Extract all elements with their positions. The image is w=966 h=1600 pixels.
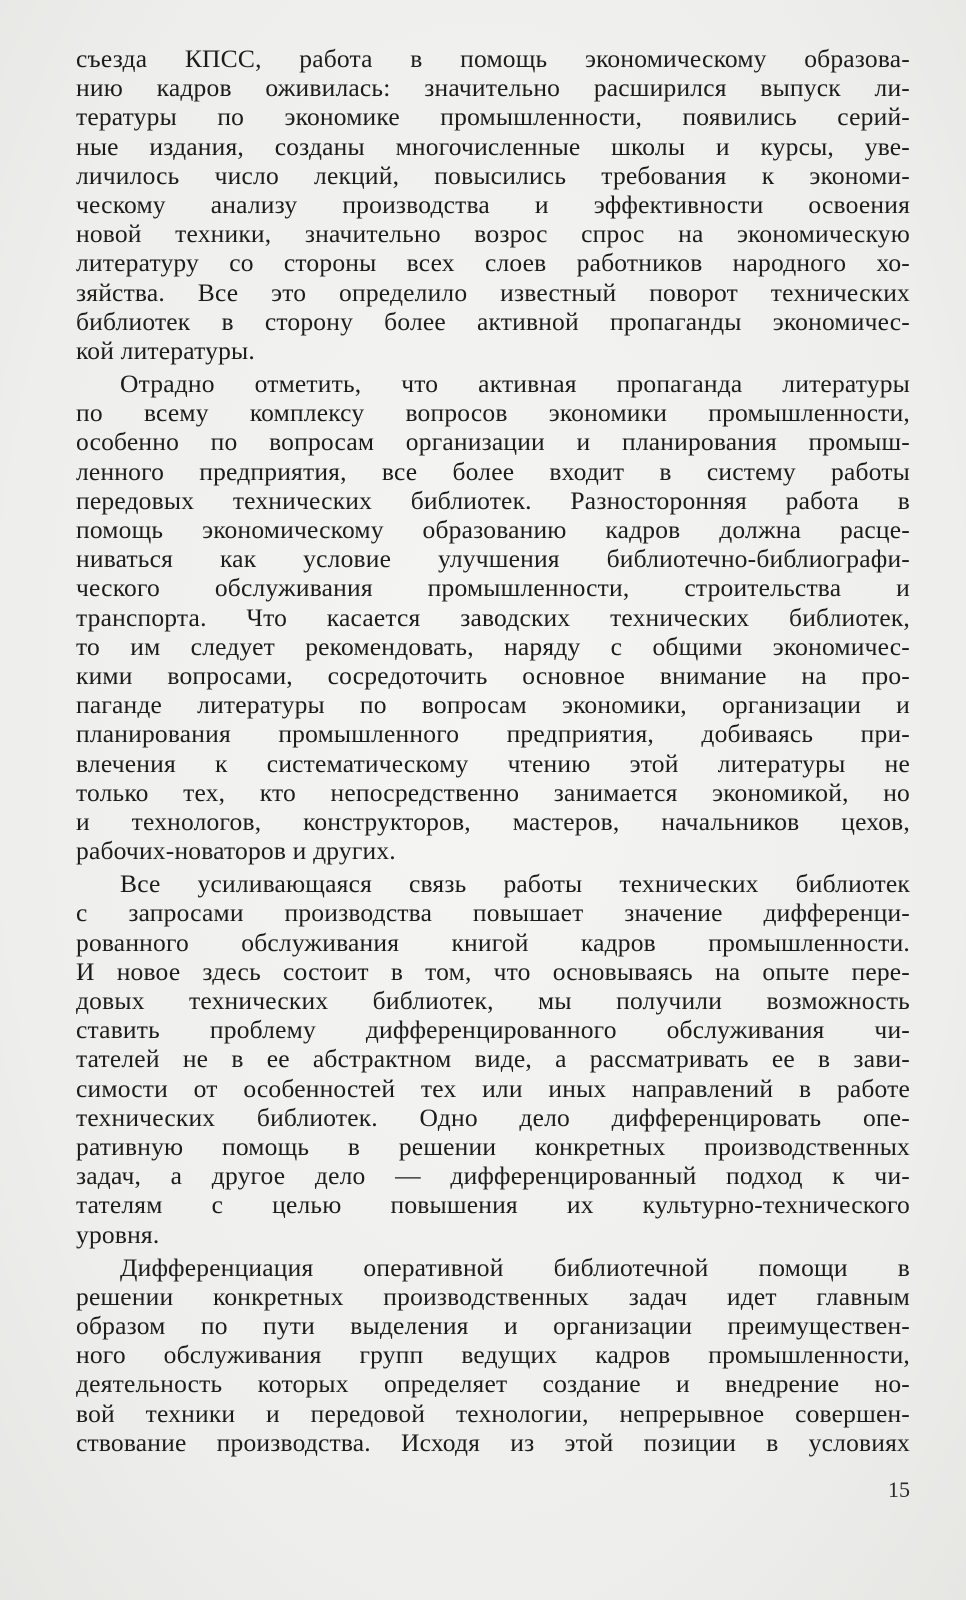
text-line: кой литературы. [76, 335, 255, 365]
text-line: тателям с целью повышения их культурно-технического [76, 1190, 910, 1220]
text-line: образом по пути выделения и организации преимуществен- [76, 1311, 910, 1341]
text-line: технических библиотек. Одно дело дифференцировать опе- [76, 1102, 910, 1132]
text-line: новой техники, значительно возрос спрос на экономическую [76, 219, 910, 249]
text-line: ставить проблему дифференцированного обслуживания чи- [76, 1015, 910, 1045]
text-line: с запросами производства повышает значение дифференци- [76, 898, 910, 928]
body-text [76, 44, 910, 1457]
text-line: передовых технических библиотек. Разносторонняя работа в [76, 485, 910, 515]
text-line: ческому анализу производства и эффективности освоения [76, 189, 910, 219]
text-line: зяйства. Все это определило известный поворот технических [76, 277, 910, 307]
text-line: ного обслуживания групп ведущих кадров промышленности, [76, 1340, 910, 1370]
text-line: литературу со стороны всех слоев работников народного хо- [76, 248, 910, 278]
text-line: личилось число лекций, повысились требования к экономи- [76, 160, 910, 190]
text-line: решении конкретных производственных задач идет главным [76, 1281, 910, 1311]
text-line: уровня. [76, 1219, 160, 1249]
text-line: ческого обслуживания промышленности, строительства и [76, 573, 910, 603]
text-line: ративную помощь в решении конкретных производственных [76, 1131, 910, 1161]
text-line: тературы по экономике промышленности, появились серий- [76, 102, 910, 132]
text-line: Отрадно отметить, что активная пропаганда литературы [120, 369, 910, 399]
text-line: рованного обслуживания книгой кадров промышленности. [76, 927, 910, 957]
text-line: влечения к систематическому чтению этой литературы не [76, 748, 910, 778]
text-line: особенно по вопросам организации и планирования промыш- [76, 427, 910, 457]
text-line: задач, а другое дело — дифференцированный подход к чи- [76, 1161, 910, 1191]
text-line: библиотек в сторону более активной пропаганды экономичес- [76, 306, 910, 336]
text-line: съезда КПСС, работа в помощь экономическому образова- [76, 44, 910, 73]
text-line: по всему комплексу вопросов экономики промышленности, [76, 398, 910, 428]
text-line: Дифференциация оперативной библиотечной помощи в [120, 1252, 910, 1282]
text-line: паганде литературы по вопросам экономики, организации и [76, 690, 910, 720]
text-line: то им следует рекомендовать, наряду с общими экономичес- [76, 631, 910, 661]
text-line: вой техники и передовой технологии, непрерывное совершен- [76, 1398, 910, 1428]
text-line: и технологов, конструкторов, мастеров, начальников цехов, [76, 806, 910, 836]
text-line: ствование производства. Исходя из этой позиции в условиях [76, 1427, 910, 1457]
text-line: деятельность которых определяет создание и внедрение но- [76, 1369, 910, 1399]
paragraph-4 [76, 1253, 910, 1457]
text-line: транспорта. Что касается заводских технических библиотек, [76, 602, 910, 632]
text-line: И новое здесь состоит в том, что основываясь на опыте пере- [76, 956, 910, 986]
text-line: планирования промышленного предприятия, добиваясь при- [76, 719, 910, 749]
text-line: симости от особенностей тех или иных направлений в работе [76, 1073, 910, 1103]
paragraph-1 [76, 44, 910, 365]
text-line: тателей не в ее абстрактном виде, а рассматривать ее в зави- [76, 1044, 910, 1074]
paragraph-3 [76, 869, 910, 1248]
text-line: кими вопросами, сосредоточить основное внимание на про- [76, 660, 910, 690]
text-line: довых технических библиотек, мы получили возможность [76, 986, 910, 1015]
text-line: помощь экономическому образованию кадров должна расце- [76, 515, 910, 544]
text-line: нию кадров оживилась: значительно расширился выпуск ли- [76, 73, 910, 103]
text-line: ниваться как условие улучшения библиотечно-библиографи- [76, 544, 910, 574]
text-line: ные издания, созданы многочисленные школы и курсы, уве- [76, 131, 910, 161]
text-line: рабочих-новаторов и других. [76, 836, 396, 866]
text-line: ленного предприятия, все более входит в систему работы [76, 456, 910, 486]
text-line: только тех, кто непосредственно занимается экономикой, но [76, 777, 910, 807]
paragraph-2 [76, 369, 910, 865]
page-number: 15 [888, 1477, 910, 1502]
text-line: Все усиливающаяся связь работы технических библиотек [120, 869, 910, 899]
